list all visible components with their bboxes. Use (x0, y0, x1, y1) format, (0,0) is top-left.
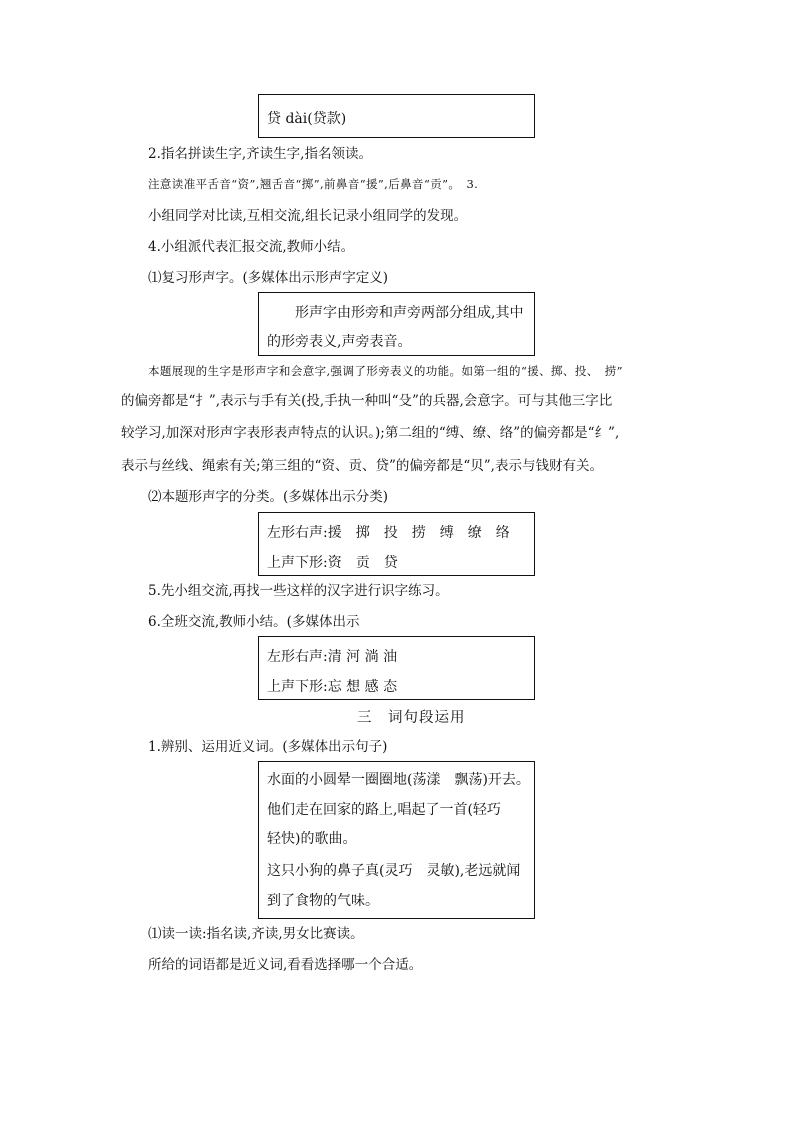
step-4-text: 4.小组派代表汇报交流,教师小结。 (148, 239, 355, 255)
sentence-row-1: 水面的小圆晕一圈圈地(荡漾 飘荡)开去。 (267, 772, 530, 788)
explanation-line-1: 本题展现的生字是形声字和会意字,强调了形旁表义的功能。如第一组的“援、掷、投、 捞” (148, 364, 623, 378)
definition-box (258, 292, 535, 356)
sentence-row-5: 到了食物的气味。 (267, 893, 379, 909)
definition-row-1: 形声字由形旁和声旁两部分组成,其中 (267, 305, 524, 321)
sentences-box (258, 761, 535, 919)
step-2-text: 2.指名拼读生字,齐读生字,指名领读。 (148, 146, 372, 162)
step-1-synonyms: 1.辨别、运用近义词。(多媒体出示句子) (148, 739, 388, 755)
classification-box-1 (258, 512, 535, 576)
read-sub-1: ⑴读一读:指名读,齐读,男女比赛读。 (148, 926, 364, 942)
review-sub-1: ⑴复习形声字。(多媒体出示形声字定义) (148, 270, 389, 286)
section-heading: 三 词句段运用 (357, 710, 466, 726)
sentence-row-4: 这只小狗的鼻子真(灵巧 灵敏),老远就闻 (267, 863, 521, 879)
sentence-row-3: 轻快)的歌曲。 (267, 831, 357, 847)
pinyin-box-text: 贷 dài(贷款) (267, 111, 347, 127)
pinyin-box (258, 94, 535, 138)
sentence-row-2: 他们走在回家的路上,唱起了一首(轻巧 (267, 802, 501, 818)
classification-box-2 (258, 636, 535, 700)
pronunciation-note: 注意读准平舌音“资”,翘舌音“掷”,前鼻音“援”,后鼻音“贡”。 3. (148, 177, 479, 191)
classify-sub-2: ⑵本题形声字的分类。(多媒体出示分类) (148, 489, 389, 505)
closing-text: 所给的词语都是近义词,看看选择哪一个合适。 (148, 957, 423, 973)
definition-row-2: 的形旁表义,声旁表音。 (267, 334, 412, 350)
explanation-line-4: 表示与丝线、绳索有关;第三组的“资、贡、贷”的偏旁都是“贝”,表示与钱财有关。 (121, 458, 603, 474)
explanation-line-3: 较学习,加深对形声字表形表声特点的认识。);第二组的“缚、缭、络”的偏旁都是“纟”, (121, 425, 620, 441)
step-5-text: 5.先小组交流,再找一些这样的汉字进行识字练习。 (148, 583, 449, 599)
classification-2-row-2: 上声下形:忘 想 感 态 (267, 679, 398, 695)
classification-1-row-1: 左形右声:援 掷 投 捞 缚 缭 络 (267, 525, 510, 541)
explanation-line-2: 的偏旁都是“扌”,表示与手有关(投,手执一种叫“殳”的兵器,会意字。可与其他三字比 (121, 393, 613, 409)
classification-2-row-1: 左形右声:清 河 淌 油 (267, 649, 398, 665)
step-6-text: 6.全班交流,教师小结。(多媒体出示 (148, 614, 360, 630)
step-3-text: 小组同学对比读,互相交流,组长记录小组同学的发现。 (148, 208, 468, 224)
classification-1-row-2: 上声下形:资 贡 贷 (267, 555, 398, 571)
